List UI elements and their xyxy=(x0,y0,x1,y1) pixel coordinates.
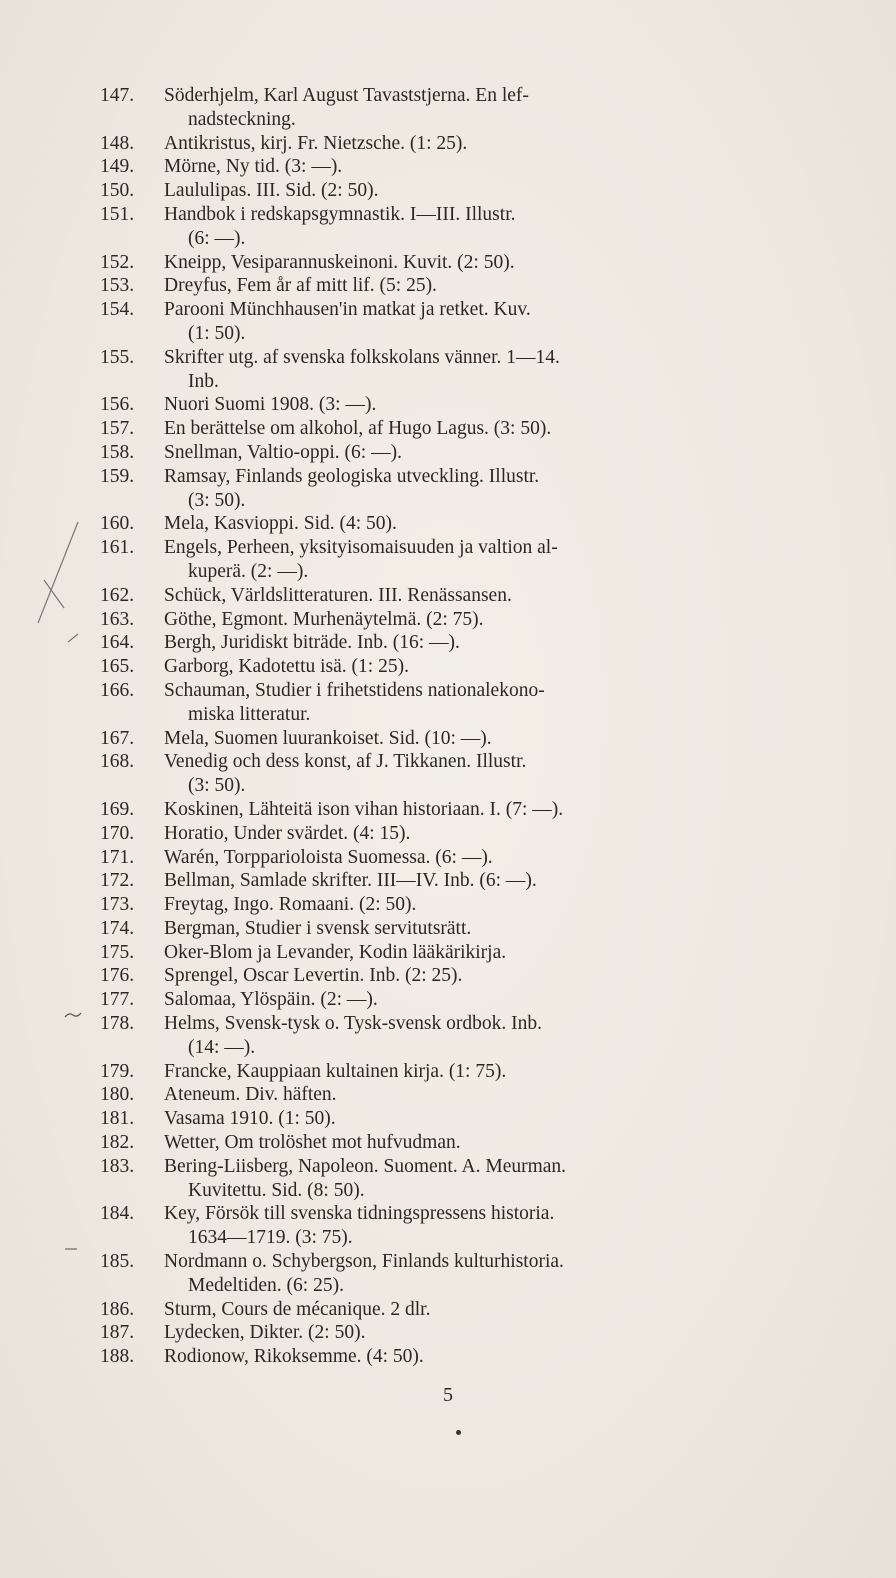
catalog-entry xyxy=(100,441,750,465)
entry-line: En berättelse om alkohol, af Hugo Lagus. (3: 50). xyxy=(164,418,552,440)
catalog-entry xyxy=(100,750,750,798)
catalog-entry xyxy=(100,608,750,632)
entry-number: 152. xyxy=(100,251,135,273)
entry-line: Laululipas. III. Sid. (2: 50). xyxy=(164,180,379,202)
catalog-entry xyxy=(100,1321,750,1345)
entry-line: Sturm, Cours de mécanique. 2 dlr. xyxy=(164,1298,431,1320)
catalog-entry xyxy=(100,631,750,655)
entry-number: 175. xyxy=(100,941,135,963)
entry-text xyxy=(164,441,750,465)
entry-number: 173. xyxy=(100,894,135,916)
entry-line: Engels, Perheen, yksityisomaisuuden ja valtion al- xyxy=(164,537,558,559)
entry-continuation-line: kuperä. (2: —). xyxy=(188,560,309,582)
catalog-entry xyxy=(100,941,750,965)
catalog-entry xyxy=(100,274,750,298)
entry-number: 171. xyxy=(100,846,135,868)
entry-number: 172. xyxy=(100,870,135,892)
entry-text xyxy=(164,179,750,203)
entry-line: Mörne, Ny tid. (3: —). xyxy=(164,156,343,178)
entry-text xyxy=(164,941,750,965)
entry-number: 165. xyxy=(100,656,135,678)
entry-number: 166. xyxy=(100,679,135,701)
entry-number: 181. xyxy=(100,1108,135,1130)
entry-line: Helms, Svensk-tysk o. Tysk-svensk ordbok. Inb. xyxy=(164,1013,542,1035)
entry-line: Bergh, Juridiskt biträde. Inb. (16: —). xyxy=(164,632,460,654)
entry-line: Mela, Kasvioppi. Sid. (4: 50). xyxy=(164,513,397,535)
entry-text xyxy=(164,679,750,727)
entry-line: Dreyfus, Fem år af mitt lif. (5: 25). xyxy=(164,275,437,297)
entry-text xyxy=(164,917,750,941)
margin-dash-mark-185 xyxy=(64,1246,78,1252)
entry-text xyxy=(164,1250,750,1298)
entry-line: Bering-Liisberg, Napoleon. Suoment. A. Meurman. xyxy=(164,1155,567,1177)
catalog-entry xyxy=(100,1012,750,1060)
entry-text xyxy=(164,417,750,441)
entry-number: 156. xyxy=(100,394,135,416)
catalog-entry xyxy=(100,893,750,917)
entry-line: Vasama 1910. (1: 50). xyxy=(164,1108,336,1130)
entry-line: Söderhjelm, Karl August Tavaststjerna. En lef- xyxy=(164,85,529,106)
entry-continuation-line: miska litteratur. xyxy=(188,703,311,725)
catalog-entry xyxy=(100,655,750,679)
entry-number: 169. xyxy=(100,798,135,820)
entry-number: 151. xyxy=(100,203,135,225)
entry-text xyxy=(164,346,750,394)
entry-number: 161. xyxy=(100,537,135,559)
entry-line: Antikristus, kirj. Fr. Nietzsche. (1: 25). xyxy=(164,132,468,154)
entry-text xyxy=(164,1298,750,1322)
catalog-entry xyxy=(100,964,750,988)
entry-text xyxy=(164,1131,750,1155)
catalog-entry xyxy=(100,727,750,751)
entry-text xyxy=(164,1345,750,1369)
entry-text xyxy=(164,631,750,655)
entry-text xyxy=(164,393,750,417)
catalog-entry xyxy=(100,155,750,179)
catalog-entry xyxy=(100,346,750,394)
entry-text xyxy=(164,512,750,536)
entry-line: Bergman, Studier i svensk servitutsrätt. xyxy=(164,917,472,939)
entry-text xyxy=(164,964,750,988)
catalog-entry xyxy=(100,846,750,870)
entry-text xyxy=(164,655,750,679)
entry-line: Salomaa, Ylöspäin. (2: —). xyxy=(164,989,378,1011)
entry-text xyxy=(164,536,750,584)
catalog-entry xyxy=(100,679,750,727)
entry-line: Göthe, Egmont. Murhenäytelmä. (2: 75). xyxy=(164,608,484,630)
entry-line: Ateneum. Div. häften. xyxy=(164,1084,337,1106)
entry-number: 153. xyxy=(100,275,135,297)
entry-number: 183. xyxy=(100,1155,135,1177)
entry-text xyxy=(164,1012,750,1060)
entry-number: 162. xyxy=(100,584,135,606)
entry-text xyxy=(164,822,750,846)
entry-continuation-line: (6: —). xyxy=(188,227,246,249)
entry-number: 188. xyxy=(100,1346,135,1368)
catalog-entry xyxy=(100,251,750,275)
entry-line: Horatio, Under svärdet. (4: 15). xyxy=(164,822,411,844)
entry-text xyxy=(164,584,750,608)
catalog-entry xyxy=(100,298,750,346)
entry-text xyxy=(164,1060,750,1084)
margin-cross-mark xyxy=(30,518,90,628)
entry-number: 147. xyxy=(100,85,135,106)
catalog-entry xyxy=(100,798,750,822)
entry-line: Schück, Världslitteraturen. III. Renässansen. xyxy=(164,584,512,606)
catalog-entry xyxy=(100,1060,750,1084)
entry-text xyxy=(164,274,750,298)
entry-number: 180. xyxy=(100,1084,135,1106)
entry-number: 163. xyxy=(100,608,135,630)
catalog-entry xyxy=(100,465,750,513)
entry-number: 174. xyxy=(100,917,135,939)
entry-text xyxy=(164,846,750,870)
entry-text xyxy=(164,869,750,893)
catalog-entry xyxy=(100,1107,750,1131)
entry-number: 178. xyxy=(100,1013,135,1035)
page-number: 5 xyxy=(443,1384,453,1406)
entry-line: Oker-Blom ja Levander, Kodin lääkärikirja. xyxy=(164,941,507,963)
entry-line: Sprengel, Oscar Levertin. Inb. (2: 25). xyxy=(164,965,463,987)
catalog-entry xyxy=(100,1202,750,1250)
entry-continuation-line: (1: 50). xyxy=(188,322,246,344)
entry-text xyxy=(164,727,750,751)
catalog-entry xyxy=(100,1083,750,1107)
catalog-entry xyxy=(100,179,750,203)
entry-line: Garborg, Kadotettu isä. (1: 25). xyxy=(164,656,409,678)
entry-line: Mela, Suomen luurankoiset. Sid. (10: —). xyxy=(164,727,492,749)
entry-number: 157. xyxy=(100,418,135,440)
margin-dash-mark-178 xyxy=(64,1009,82,1021)
catalog-entry xyxy=(100,84,750,132)
entry-continuation-line: (3: 50). xyxy=(188,775,246,797)
entry-line: Kneipp, Vesiparannuskeinoni. Kuvit. (2: 50). xyxy=(164,251,515,273)
entry-line: Nordmann o. Schybergson, Finlands kulturhistoria. xyxy=(164,1251,564,1273)
entry-line: Handbok i redskapsgymnastik. I—III. Illustr. xyxy=(164,203,516,225)
entry-line: Francke, Kauppiaan kultainen kirja. (1: 75). xyxy=(164,1060,507,1082)
entry-number: 155. xyxy=(100,346,135,368)
entry-line: Venedig och dess konst, af J. Tikkanen. Illustr. xyxy=(164,751,527,773)
catalog-entry xyxy=(100,393,750,417)
entry-number: 167. xyxy=(100,727,135,749)
ink-dot xyxy=(456,1430,461,1435)
catalog-entry xyxy=(100,1155,750,1203)
entry-number: 186. xyxy=(100,1298,135,1320)
entry-line: Warén, Torpparioloista Suomessa. (6: —). xyxy=(164,846,493,868)
catalog-entry xyxy=(100,1298,750,1322)
entry-line: Koskinen, Lähteitä ison vihan historiaan. I. (7: —). xyxy=(164,798,564,820)
catalog-entry xyxy=(100,988,750,1012)
entry-text xyxy=(164,1083,750,1107)
catalog-entry xyxy=(100,203,750,251)
entry-line: Key, Försök till svenska tidningspressens historia. xyxy=(164,1203,555,1225)
entry-number: 164. xyxy=(100,632,135,654)
catalog-entry xyxy=(100,536,750,584)
entry-text xyxy=(164,465,750,513)
entry-text xyxy=(164,1321,750,1345)
entry-number: 154. xyxy=(100,299,135,321)
entry-continuation-line: (3: 50). xyxy=(188,489,246,511)
entry-line: Lydecken, Dikter. (2: 50). xyxy=(164,1322,366,1344)
entry-number: 150. xyxy=(100,180,135,202)
entry-number: 179. xyxy=(100,1060,135,1082)
catalog-entry xyxy=(100,417,750,441)
entry-text xyxy=(164,298,750,346)
catalog-entry xyxy=(100,584,750,608)
entry-text xyxy=(164,203,750,251)
catalog-entry xyxy=(100,1131,750,1155)
entry-line: Skrifter utg. af svenska folkskolans vänner. 1—14. xyxy=(164,346,560,368)
margin-dash-mark-164 xyxy=(66,630,80,644)
entry-line: Schauman, Studier i frihetstidens nationalekono- xyxy=(164,679,545,701)
catalog-entry xyxy=(100,917,750,941)
entry-number: 160. xyxy=(100,513,135,535)
entry-text xyxy=(164,988,750,1012)
entry-number: 185. xyxy=(100,1251,135,1273)
entry-line: Snellman, Valtio-oppi. (6: —). xyxy=(164,441,402,463)
entry-text xyxy=(164,750,750,798)
entry-text xyxy=(164,132,750,156)
catalog-entry xyxy=(100,512,750,536)
entry-number: 170. xyxy=(100,822,135,844)
entry-line: Bellman, Samlade skrifter. III—IV. Inb. (6: —). xyxy=(164,870,537,892)
entry-text xyxy=(164,1202,750,1250)
entry-list xyxy=(100,84,750,1369)
entry-line: Wetter, Om trolöshet mot hufvudman. xyxy=(164,1132,461,1154)
entry-line: Ramsay, Finlands geologiska utveckling. Illustr. xyxy=(164,465,540,487)
catalog-entry xyxy=(100,132,750,156)
entry-number: 176. xyxy=(100,965,135,987)
entry-number: 184. xyxy=(100,1203,135,1225)
entry-number: 182. xyxy=(100,1132,135,1154)
entry-number: 158. xyxy=(100,441,135,463)
entry-continuation-line: Medeltiden. (6: 25). xyxy=(188,1274,344,1296)
entry-continuation-line: nadsteckning. xyxy=(188,108,296,130)
entry-continuation-line: Inb. xyxy=(188,370,219,392)
catalog-entry xyxy=(100,869,750,893)
entry-text xyxy=(164,1155,750,1203)
entry-line: Rodionow, Rikoksemme. (4: 50). xyxy=(164,1346,424,1368)
entry-continuation-line: Kuvitettu. Sid. (8: 50). xyxy=(188,1179,365,1201)
entry-continuation-line: 1634—1719. (3: 75). xyxy=(188,1227,353,1249)
entry-number: 148. xyxy=(100,132,135,154)
entry-line: Freytag, Ingo. Romaani. (2: 50). xyxy=(164,894,417,916)
entry-text xyxy=(164,155,750,179)
entry-number: 159. xyxy=(100,465,135,487)
entry-number: 177. xyxy=(100,989,135,1011)
catalog-entry xyxy=(100,822,750,846)
entry-text xyxy=(164,1107,750,1131)
catalog-entry xyxy=(100,1345,750,1369)
entry-text xyxy=(164,798,750,822)
entry-number: 168. xyxy=(100,751,135,773)
entry-line: Parooni Münchhausen'in matkat ja retket. Kuv. xyxy=(164,299,531,321)
entry-line: Nuori Suomi 1908. (3: —). xyxy=(164,394,377,416)
entry-text xyxy=(164,251,750,275)
entry-text xyxy=(164,84,750,132)
entry-continuation-line: (14: —). xyxy=(188,1036,256,1058)
entry-text xyxy=(164,608,750,632)
catalog-entry xyxy=(100,1250,750,1298)
entry-number: 187. xyxy=(100,1322,135,1344)
entry-number: 149. xyxy=(100,156,135,178)
entry-text xyxy=(164,893,750,917)
